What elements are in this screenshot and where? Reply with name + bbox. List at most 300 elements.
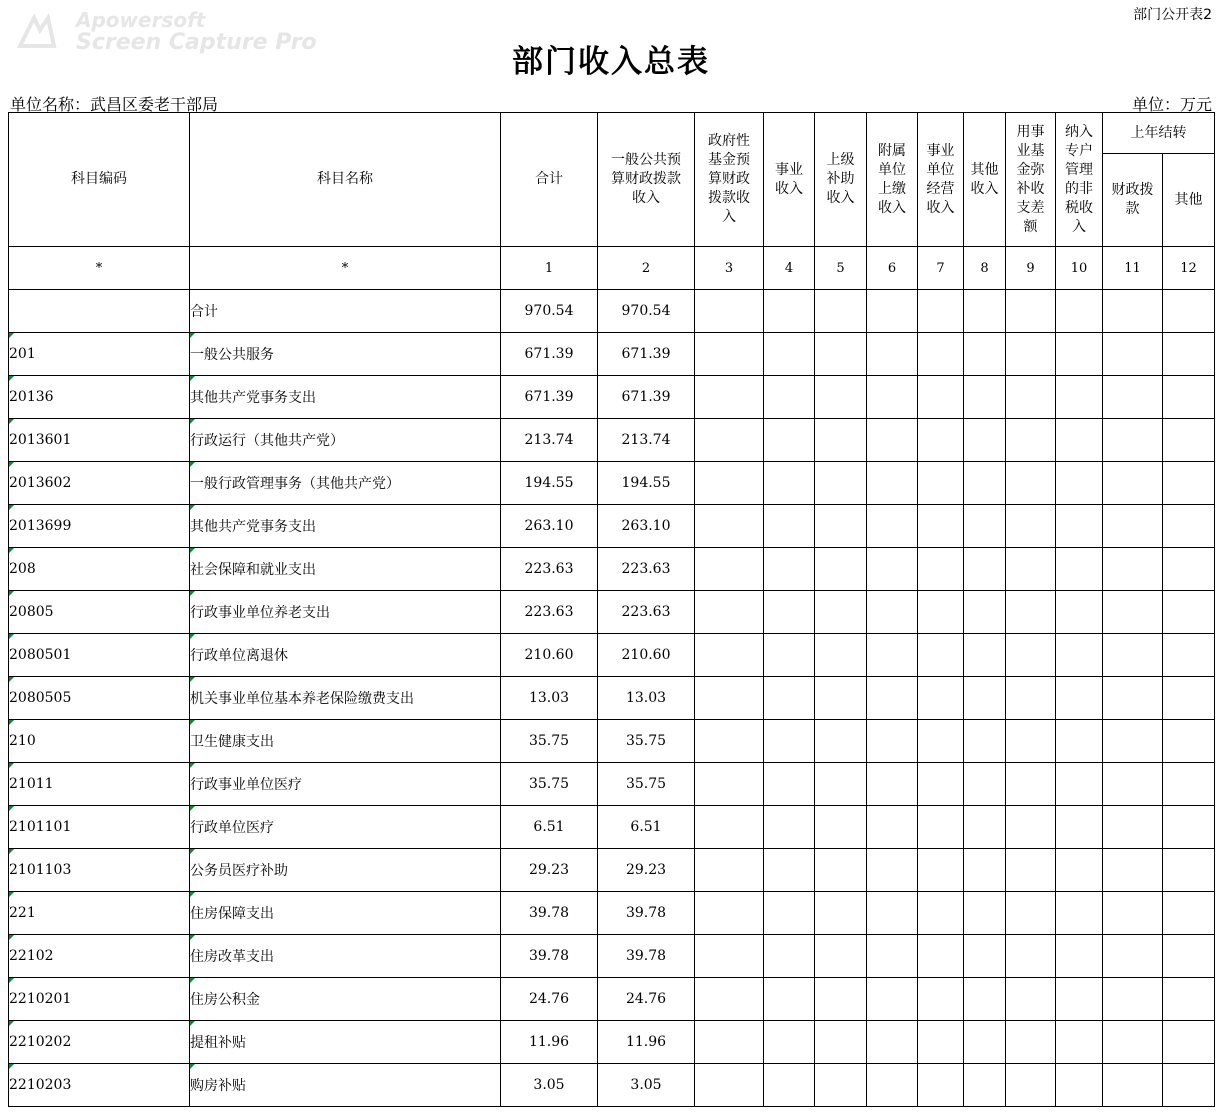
row-name: 一般行政管理事务（其他共产党） [190,462,501,505]
empty-cell [1006,720,1056,763]
row-total: 11.96 [501,1021,598,1064]
empty-cell [918,419,964,462]
empty-cell [764,892,815,935]
empty-cell [764,505,815,548]
empty-cell [918,462,964,505]
empty-cell [1103,591,1163,634]
row-total: 39.78 [501,892,598,935]
row-code: 22102 [9,935,190,978]
empty-cell [1006,849,1056,892]
empty-cell [1103,1021,1163,1064]
header-business-operation: 事业单位经营收入 [918,113,964,247]
empty-cell [695,505,764,548]
table-row [9,849,1215,892]
empty-cell [867,978,918,1021]
empty-cell [964,763,1006,806]
empty-cell [964,1064,1006,1107]
row-total: 970.54 [501,290,598,333]
empty-cell [1056,634,1103,677]
empty-cell [1103,892,1163,935]
row-name: 提租补贴 [190,1021,501,1064]
empty-cell [1006,892,1056,935]
empty-cell [964,419,1006,462]
header-general-budget: 一般公共预算财政拨款收入 [598,113,695,247]
row-code: 208 [9,548,190,591]
row-code: 2101103 [9,849,190,892]
empty-cell [918,892,964,935]
header-carryover-fiscal: 财政拨款 [1103,154,1163,247]
index-cell: 3 [695,247,764,290]
empty-cell [918,763,964,806]
empty-cell [867,720,918,763]
row-name: 机关事业单位基本养老保险缴费支出 [190,677,501,720]
row-code: 20805 [9,591,190,634]
table-row [9,1021,1215,1064]
empty-cell [815,290,867,333]
empty-cell [695,548,764,591]
empty-cell [867,505,918,548]
empty-cell [964,935,1006,978]
empty-cell [1056,763,1103,806]
header-carryover-other: 其他 [1163,154,1215,247]
empty-cell [918,591,964,634]
table-row [9,333,1215,376]
page-title: 部门收入总表 [512,44,710,80]
index-cell: 5 [815,247,867,290]
empty-cell [867,806,918,849]
empty-cell [815,677,867,720]
empty-cell [1006,419,1056,462]
empty-cell [964,677,1006,720]
table-row [9,935,1215,978]
empty-cell [1163,548,1215,591]
empty-cell [1103,978,1163,1021]
row-code: 2013601 [9,419,190,462]
empty-cell [1163,892,1215,935]
row-name: 一般公共服务 [190,333,501,376]
empty-cell [964,290,1006,333]
table-row [9,677,1215,720]
income-table [8,112,1215,1107]
empty-cell [815,376,867,419]
empty-cell [867,677,918,720]
empty-cell [1006,1021,1056,1064]
empty-cell [764,935,815,978]
row-code: 2101101 [9,806,190,849]
empty-cell [918,720,964,763]
empty-cell [867,591,918,634]
empty-cell [1056,376,1103,419]
index-cell: 10 [1056,247,1103,290]
row-total: 194.55 [501,462,598,505]
watermark-line1: Apowersoft [76,8,206,32]
empty-cell [918,677,964,720]
row-general-budget: 223.63 [598,591,695,634]
empty-cell [964,591,1006,634]
row-name: 行政运行（其他共产党） [190,419,501,462]
empty-cell [695,462,764,505]
row-name: 住房保障支出 [190,892,501,935]
row-total: 35.75 [501,720,598,763]
table-row [9,1064,1215,1107]
empty-cell [918,333,964,376]
row-total: 671.39 [501,333,598,376]
empty-cell [964,548,1006,591]
empty-cell [918,1064,964,1107]
empty-cell [764,677,815,720]
row-general-budget: 671.39 [598,376,695,419]
table-row [9,720,1215,763]
empty-cell [918,290,964,333]
empty-cell [695,935,764,978]
row-name: 其他共产党事务支出 [190,505,501,548]
empty-cell [764,290,815,333]
index-cell: * [190,247,501,290]
row-general-budget: 213.74 [598,419,695,462]
empty-cell [1006,290,1056,333]
header-gov-fund: 政府性基金预算财政拨款收入 [695,113,764,247]
header-total: 合计 [501,113,598,247]
empty-cell [964,806,1006,849]
empty-cell [918,806,964,849]
row-total: 223.63 [501,591,598,634]
empty-cell [1163,806,1215,849]
empty-cell [764,806,815,849]
empty-cell [1056,548,1103,591]
table-row [9,806,1215,849]
empty-cell [764,720,815,763]
row-name: 社会保障和就业支出 [190,548,501,591]
empty-cell [1163,290,1215,333]
empty-cell [918,376,964,419]
row-total: 210.60 [501,634,598,677]
header-affiliated-submit: 附属单位上缴收入 [867,113,918,247]
row-name: 行政事业单位养老支出 [190,591,501,634]
empty-cell [1103,290,1163,333]
header-carryover: 上年结转 [1103,113,1215,154]
table-row [9,634,1215,677]
empty-cell [1163,333,1215,376]
empty-cell [1103,677,1163,720]
row-general-budget: 194.55 [598,462,695,505]
empty-cell [695,591,764,634]
row-general-budget: 24.76 [598,978,695,1021]
empty-cell [1103,763,1163,806]
empty-cell [815,333,867,376]
header-other-income: 其他收入 [964,113,1006,247]
row-name: 住房公积金 [190,978,501,1021]
row-general-budget: 35.75 [598,763,695,806]
empty-cell [1006,462,1056,505]
table-row [9,978,1215,1021]
empty-cell [815,1021,867,1064]
row-total: 39.78 [501,935,598,978]
empty-cell [815,806,867,849]
empty-cell [815,892,867,935]
empty-cell [1056,720,1103,763]
row-name: 公务员医疗补助 [190,849,501,892]
row-total: 29.23 [501,849,598,892]
index-cell: 12 [1163,247,1215,290]
table-row [9,763,1215,806]
empty-cell [815,505,867,548]
row-general-budget: 35.75 [598,720,695,763]
empty-cell [1056,505,1103,548]
empty-cell [1056,806,1103,849]
empty-cell [1006,763,1056,806]
empty-cell [1103,806,1163,849]
empty-cell [695,978,764,1021]
header-special-nontax: 纳入专户管理的非税收入 [1056,113,1103,247]
empty-cell [867,634,918,677]
empty-cell [1163,634,1215,677]
empty-cell [867,763,918,806]
empty-cell [1056,1064,1103,1107]
empty-cell [1056,1021,1103,1064]
empty-cell [764,978,815,1021]
empty-cell [815,634,867,677]
empty-cell [1006,333,1056,376]
empty-cell [1103,935,1163,978]
table-row [9,419,1215,462]
table-row [9,376,1215,419]
header-fund-offset: 用事业基金弥补收支差额 [1006,113,1056,247]
empty-cell [815,935,867,978]
row-total: 6.51 [501,806,598,849]
row-general-budget: 11.96 [598,1021,695,1064]
empty-cell [695,634,764,677]
empty-cell [867,849,918,892]
index-cell: 9 [1006,247,1056,290]
row-total: 35.75 [501,763,598,806]
row-code: 2210202 [9,1021,190,1064]
empty-cell [815,978,867,1021]
empty-cell [867,290,918,333]
row-code: 21011 [9,763,190,806]
empty-cell [1163,462,1215,505]
table-row [9,462,1215,505]
table-row [9,591,1215,634]
empty-cell [918,849,964,892]
row-general-budget: 29.23 [598,849,695,892]
empty-cell [1163,376,1215,419]
row-code: 221 [9,892,190,935]
empty-cell [1006,677,1056,720]
index-cell: 4 [764,247,815,290]
empty-cell [1163,591,1215,634]
row-code: 2210203 [9,1064,190,1107]
empty-cell [1056,591,1103,634]
empty-cell [867,1064,918,1107]
empty-cell [764,763,815,806]
index-cell: 11 [1103,247,1163,290]
empty-cell [764,419,815,462]
empty-cell [695,677,764,720]
empty-cell [1006,1064,1056,1107]
empty-cell [1056,290,1103,333]
empty-cell [964,333,1006,376]
table-row [9,548,1215,591]
empty-cell [764,1064,815,1107]
empty-cell [1103,634,1163,677]
row-code: 2080501 [9,634,190,677]
empty-cell [815,1064,867,1107]
row-general-budget: 210.60 [598,634,695,677]
row-name: 购房补贴 [190,1064,501,1107]
empty-cell [764,591,815,634]
empty-cell [964,462,1006,505]
empty-cell [1103,419,1163,462]
empty-cell [1056,892,1103,935]
empty-cell [1163,419,1215,462]
header-superior-subsidy: 上级补助收入 [815,113,867,247]
empty-cell [867,548,918,591]
empty-cell [1103,333,1163,376]
table-row [9,290,1215,333]
row-code: 201 [9,333,190,376]
empty-cell [815,591,867,634]
row-total: 24.76 [501,978,598,1021]
row-code: 2080505 [9,677,190,720]
empty-cell [1163,978,1215,1021]
empty-cell [964,892,1006,935]
empty-cell [695,806,764,849]
empty-cell [695,1064,764,1107]
empty-cell [1006,634,1056,677]
index-row [9,247,1215,290]
empty-cell [764,462,815,505]
empty-cell [964,505,1006,548]
row-code: 2013699 [9,505,190,548]
empty-cell [867,419,918,462]
empty-cell [695,1021,764,1064]
empty-cell [1163,677,1215,720]
empty-cell [695,892,764,935]
empty-cell [867,462,918,505]
row-code: 20136 [9,376,190,419]
row-total: 213.74 [501,419,598,462]
empty-cell [964,720,1006,763]
empty-cell [695,419,764,462]
index-cell: 6 [867,247,918,290]
empty-cell [1163,1064,1215,1107]
row-name: 其他共产党事务支出 [190,376,501,419]
empty-cell [815,462,867,505]
row-name: 合计 [190,290,501,333]
empty-cell [964,849,1006,892]
index-cell: 2 [598,247,695,290]
empty-cell [1056,978,1103,1021]
watermark-line2: Screen Capture Pro [76,30,317,55]
table-row [9,505,1215,548]
row-total: 13.03 [501,677,598,720]
empty-cell [867,935,918,978]
empty-cell [1006,548,1056,591]
row-general-budget: 671.39 [598,333,695,376]
empty-cell [1103,849,1163,892]
header-code: 科目编码 [9,113,190,247]
row-total: 3.05 [501,1064,598,1107]
row-name: 行政单位离退休 [190,634,501,677]
empty-cell [695,290,764,333]
empty-cell [1103,720,1163,763]
empty-cell [1056,333,1103,376]
empty-cell [695,376,764,419]
empty-cell [1006,505,1056,548]
empty-cell [1006,935,1056,978]
form-number: 部门公开表2 [1133,7,1212,23]
empty-cell [867,1021,918,1064]
index-cell: 1 [501,247,598,290]
empty-cell [815,849,867,892]
empty-cell [764,1021,815,1064]
row-code: 2210201 [9,978,190,1021]
table-row [9,892,1215,935]
empty-cell [867,892,918,935]
empty-cell [764,376,815,419]
empty-cell [1006,978,1056,1021]
row-general-budget: 970.54 [598,290,695,333]
empty-cell [1006,806,1056,849]
empty-cell [695,763,764,806]
empty-cell [964,1021,1006,1064]
unit-name: 单位名称：武昌区委老干部局 [10,95,219,114]
empty-cell [815,720,867,763]
empty-cell [764,849,815,892]
row-general-budget: 3.05 [598,1064,695,1107]
empty-cell [764,548,815,591]
empty-cell [918,505,964,548]
empty-cell [1163,763,1215,806]
index-cell: 8 [964,247,1006,290]
empty-cell [918,634,964,677]
empty-cell [964,634,1006,677]
row-general-budget: 13.03 [598,677,695,720]
header-row-1 [9,113,1215,154]
empty-cell [1056,849,1103,892]
empty-cell [764,634,815,677]
empty-cell [1056,419,1103,462]
index-cell: * [9,247,190,290]
empty-cell [815,419,867,462]
row-total: 671.39 [501,376,598,419]
empty-cell [1006,591,1056,634]
empty-cell [1163,720,1215,763]
empty-cell [1056,677,1103,720]
row-general-budget: 6.51 [598,806,695,849]
empty-cell [1103,1064,1163,1107]
unit-label: 单位：万元 [1131,95,1212,114]
row-name: 行政单位医疗 [190,806,501,849]
empty-cell [1163,1021,1215,1064]
empty-cell [918,978,964,1021]
empty-cell [764,333,815,376]
empty-cell [1103,462,1163,505]
row-general-budget: 39.78 [598,935,695,978]
row-code [9,290,190,333]
row-general-budget: 263.10 [598,505,695,548]
row-general-budget: 223.63 [598,548,695,591]
empty-cell [1163,935,1215,978]
empty-cell [1103,376,1163,419]
row-name: 卫生健康支出 [190,720,501,763]
row-code: 2013602 [9,462,190,505]
empty-cell [1163,849,1215,892]
empty-cell [1056,935,1103,978]
row-total: 263.10 [501,505,598,548]
index-cell: 7 [918,247,964,290]
empty-cell [918,548,964,591]
